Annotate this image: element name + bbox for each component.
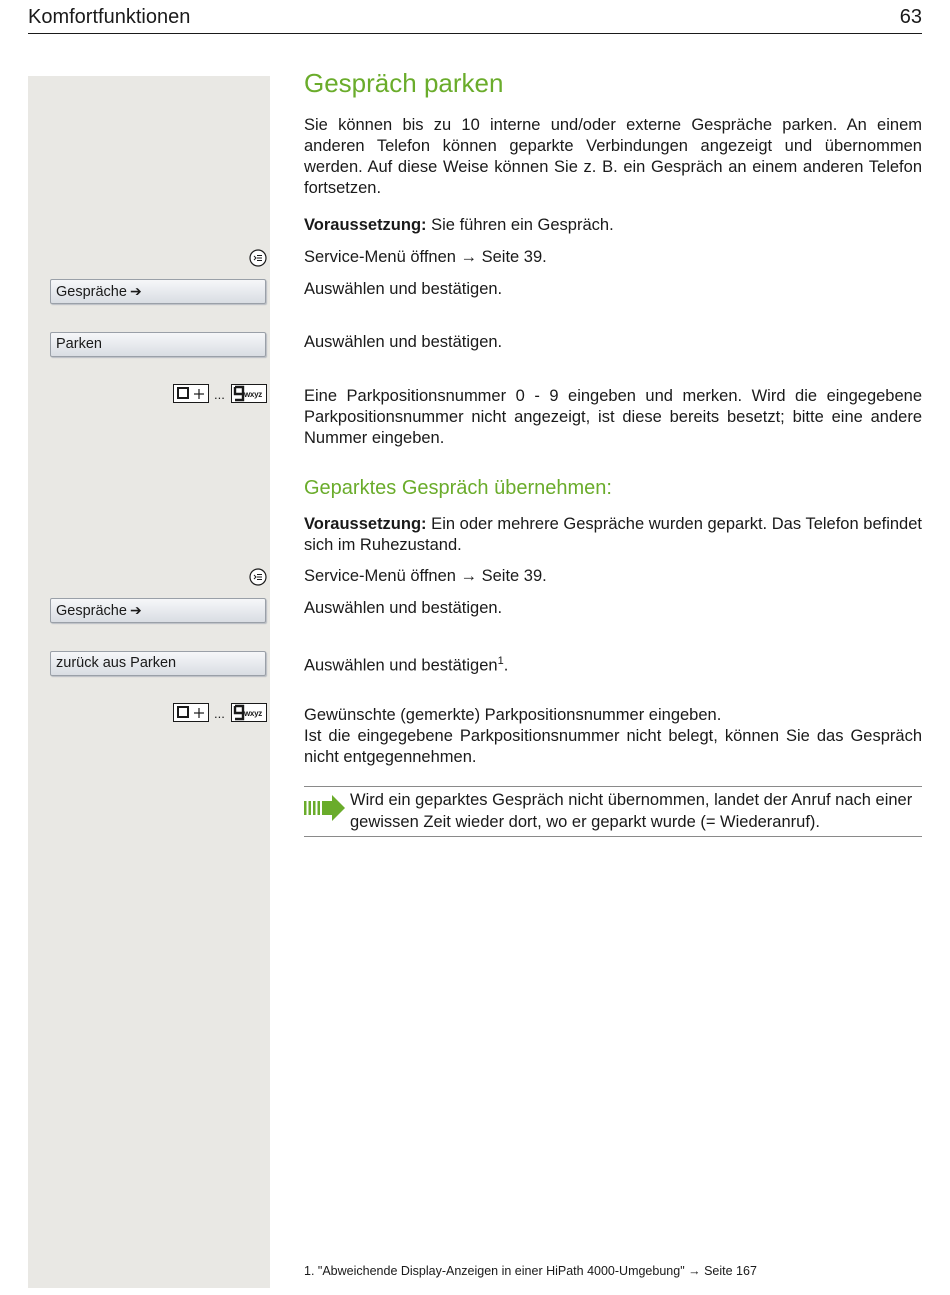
arrow-right-icon: ➔	[129, 283, 142, 299]
key-ellipsis: ...	[214, 387, 225, 402]
footnote: 1. "Abweichende Display-Anzeigen in einer HiPath 4000-Umgebung" → Seite 167	[304, 1264, 757, 1278]
subsection-heading: Geparktes Gespräch übernehmen:	[304, 477, 612, 499]
page-number: 63	[899, 6, 922, 28]
key-range	[173, 384, 269, 406]
parken-button[interactable]: Parken	[50, 332, 266, 357]
prerequisite-label: Voraussetzung:	[304, 216, 427, 234]
prerequisite-text: Ein oder mehrere Gespräche wurden geparkt. Das Telefon befindet sich im Ruhezustand.	[304, 515, 922, 554]
gespraeche-button-label: Gespräche	[56, 603, 127, 619]
step-select-text: Auswählen und bestätigen	[304, 656, 498, 675]
note-rule-top	[304, 786, 922, 787]
gespraeche-button-label: Gespräche	[56, 284, 127, 300]
key-9-letters: wxyz	[244, 709, 262, 718]
key-1-icon	[173, 703, 209, 722]
key-9-icon	[231, 703, 267, 722]
header-rule	[28, 33, 922, 34]
note-arrow-icon	[304, 795, 346, 821]
step-enter-number	[304, 705, 922, 768]
prerequisite	[304, 215, 922, 236]
step-enter-line1: Gewünschte (gemerkte) Parkpositionsnummer eingeben.	[304, 706, 722, 724]
note-text: Wird ein geparktes Gespräch nicht übernommen, landet der Anruf nach einer gewissen Zeit wieder dort, wo er geparkt wurde (= Wiederanruf).	[350, 791, 913, 831]
step-select: Auswählen und bestätigen.	[304, 599, 503, 617]
section-heading: Gespräch parken	[304, 68, 504, 98]
intro-paragraph: Sie können bis zu 10 interne und/oder externe Gespräche parken. An einem anderen Telefon können geparkte Verbindungen angezeigt und übernommen werden. Auf diese Weise können Sie z. B. ein Gespräch an einem anderen Telefon fortsetzen.	[304, 116, 922, 197]
prerequisite-text: Sie führen ein Gespräch.	[426, 216, 614, 234]
prerequisite-label: Voraussetzung:	[304, 515, 427, 533]
gespraeche-button[interactable]	[50, 279, 266, 304]
key-1-icon	[173, 384, 209, 403]
step-enter-line2: Ist die eingegebene Parkpositionsnummer nicht belegt, können Sie das Gespräch nicht entgegennehmen.	[304, 727, 922, 766]
footnote-ref[interactable]: 1	[497, 655, 504, 667]
menu-icon	[249, 249, 267, 267]
key-range	[173, 703, 269, 725]
step-open-menu: Service-Menü öffnen → Seite 39.	[304, 567, 547, 585]
running-header: Komfortfunktionen	[28, 6, 191, 28]
menu-icon	[249, 568, 267, 586]
step-select	[304, 651, 922, 677]
step-select-end: .	[503, 656, 509, 675]
arrow-right-icon: ➔	[129, 602, 142, 618]
zurueck-aus-parken-button[interactable]: zurück aus Parken	[50, 651, 266, 676]
step-open-menu: Service-Menü öffnen → Seite 39.	[304, 248, 547, 266]
step-select: Auswählen und bestätigen.	[304, 333, 503, 351]
prerequisite	[304, 514, 922, 556]
step-park-number: Eine Parkpositionsnummer 0 - 9 eingeben und merken. Wird die eingegebene Parkpositionsnummer nicht angezeigt, ist diese bereits besetzt; bitte eine andere Nummer eingeben.	[304, 387, 922, 447]
step-select: Auswählen und bestätigen.	[304, 280, 503, 298]
note-rule-bottom	[304, 836, 922, 837]
key-9-letters: wxyz	[244, 390, 262, 399]
key-ellipsis: ...	[214, 706, 225, 721]
sidebar-column	[28, 76, 270, 1288]
gespraeche-button[interactable]	[50, 598, 266, 623]
key-9-icon	[231, 384, 267, 403]
